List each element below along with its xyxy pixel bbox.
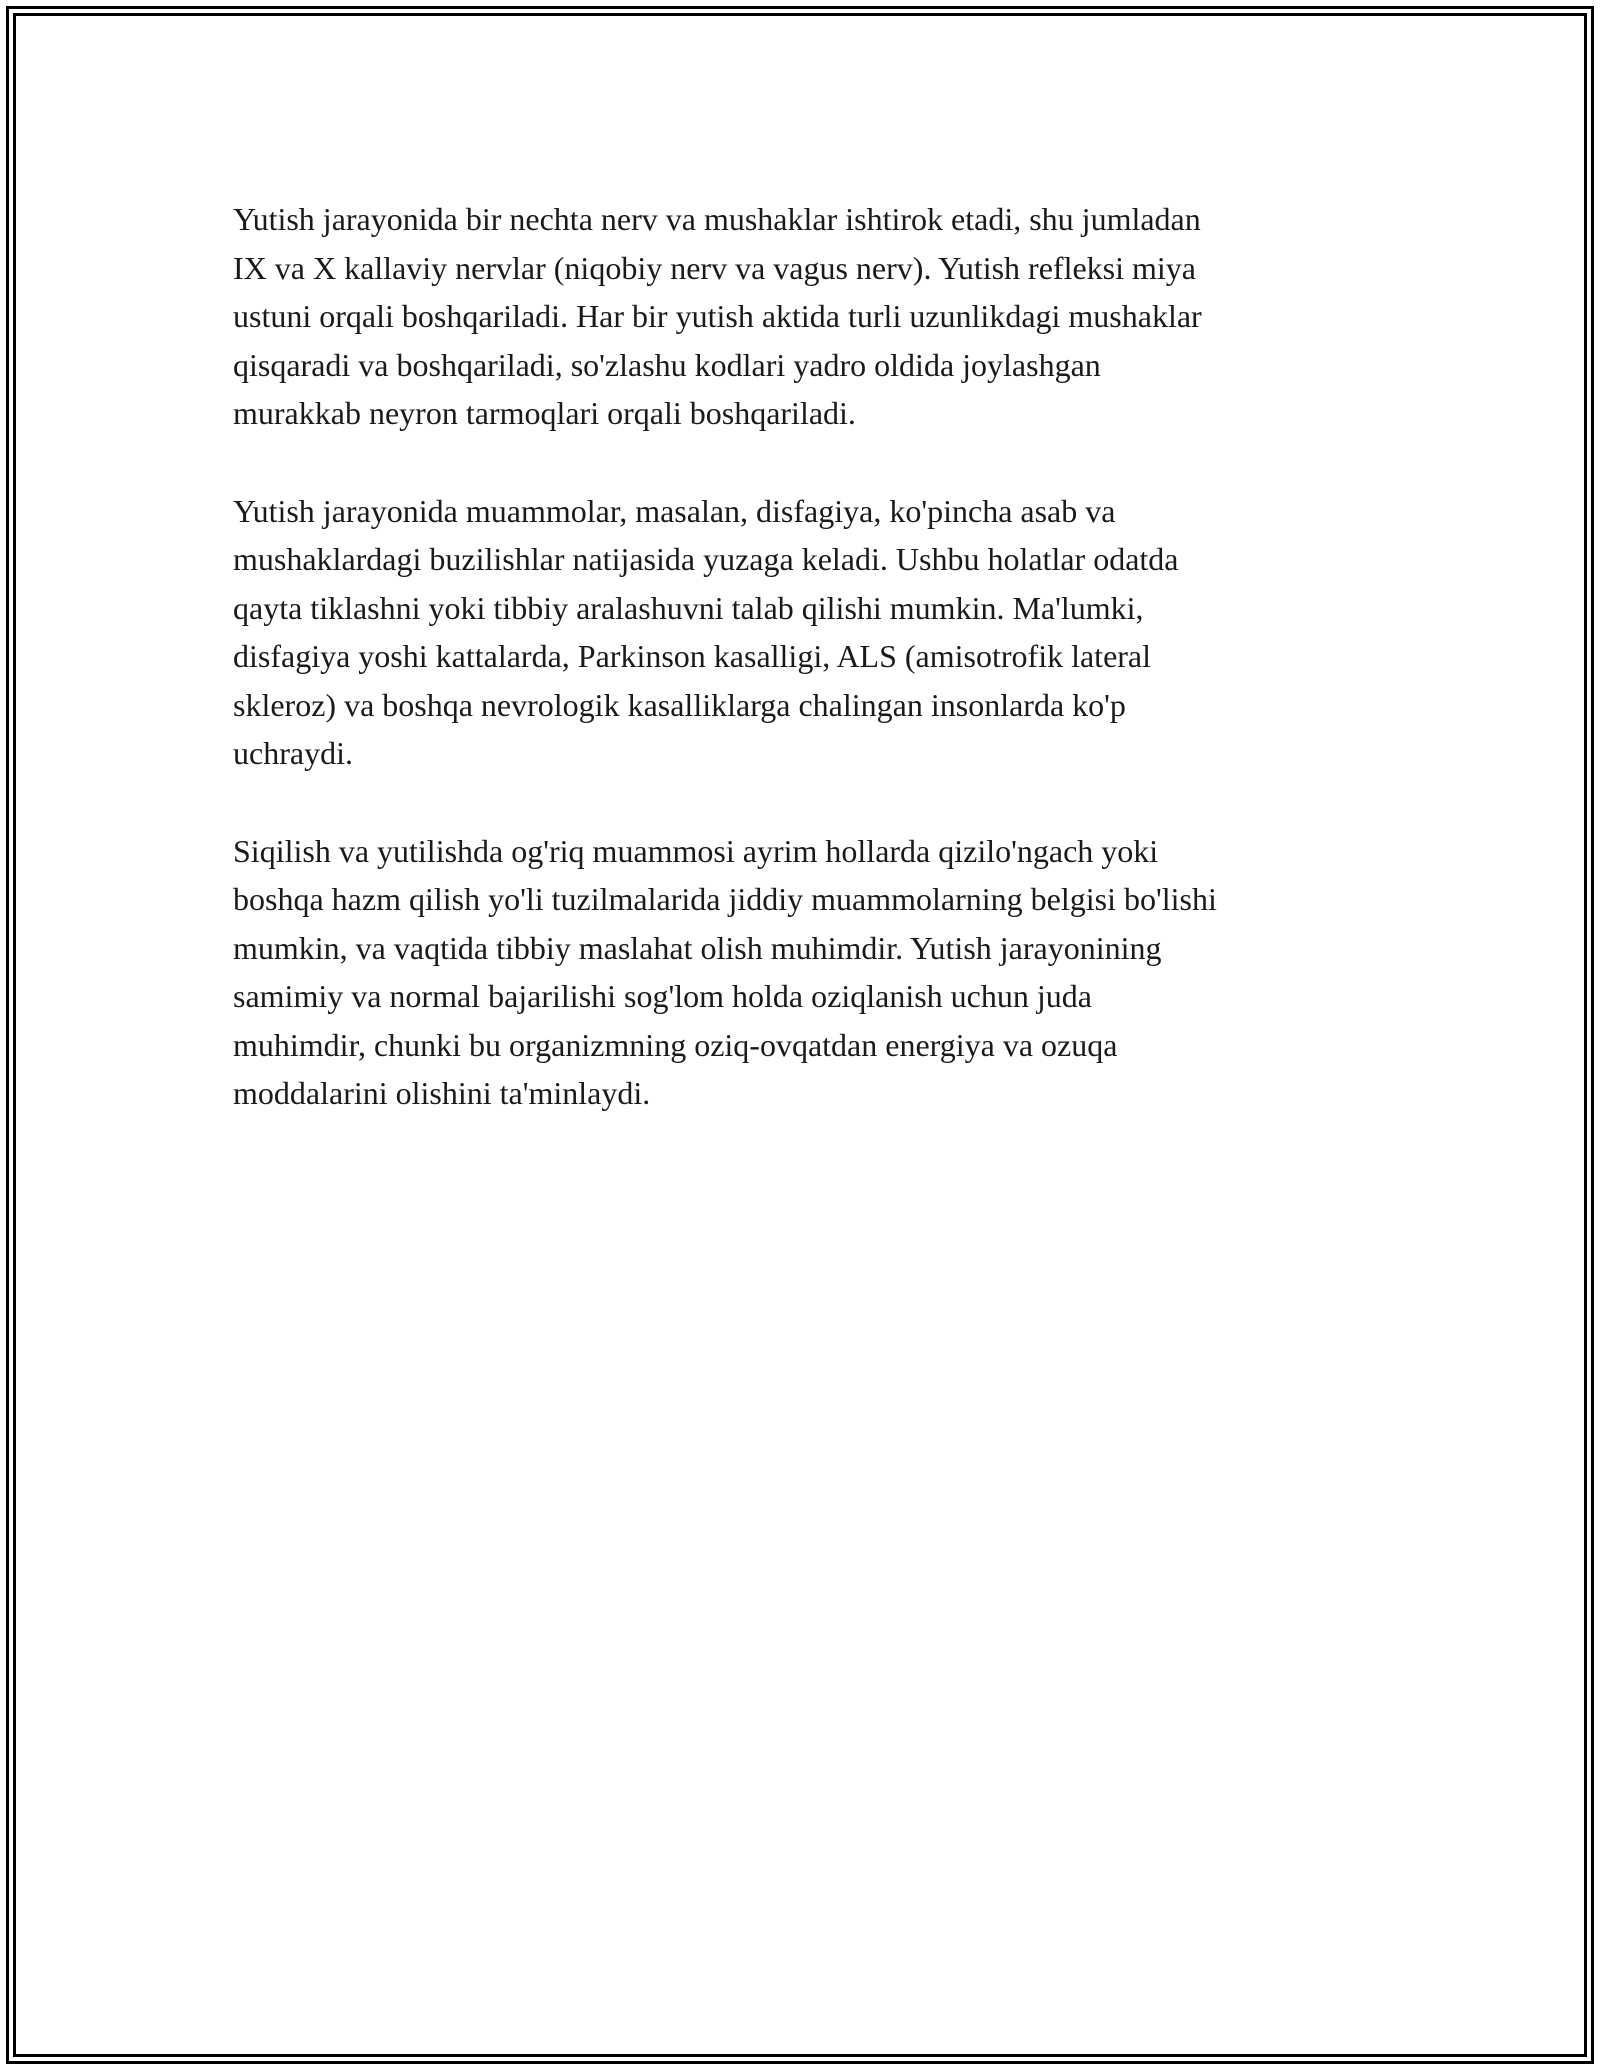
text-line: samimiy va normal bajarilishi sog'lom holda oziqlanish uchun juda <box>233 978 1092 1014</box>
text-line: qayta tiklashni yoki tibbiy aralashuvni talab qilishi mumkin. Ma'lumki, <box>233 589 1144 626</box>
text-line: skleroz) va boshqa nevrologik kasalliklarga chalingan insonlarda ko'p <box>233 686 1126 723</box>
text-line: boshqa hazm qilish yo'li tuzilmalarida jiddiy muammolarning belgisi bo'lishi <box>233 881 1217 917</box>
paragraph-2 <box>233 487 1413 778</box>
paragraph-1 <box>233 195 1413 438</box>
text-line: Siqilish va yutilishda og'riq muammosi ayrim hollarda qizilo'ngach yoki <box>233 832 1159 869</box>
text-line: disfagiya yoshi kattalarda, Parkinson kasalligi, ALS (amisotrofik lateral <box>233 638 1152 674</box>
text-line: muhimdir, chunki bu organizmning oziq-ovqatdan energiya va ozuqa <box>233 1026 1118 1063</box>
document-page <box>6 6 1594 2064</box>
text-line: Yutish jarayonida muammolar, masalan, disfagiya, ko'pincha asab va <box>233 492 1116 529</box>
text-line: mushaklardagi buzilishlar natijasida yuzaga keladi. Ushbu holatlar odatda <box>233 541 1179 577</box>
document-body <box>233 195 1413 1167</box>
text-line: IX va X kallaviy nervlar (niqobiy nerv va vagus nerv). Yutish refleksi miya <box>233 249 1196 286</box>
text-line: murakkab neyron tarmoqlari orqali boshqariladi. <box>233 395 856 431</box>
text-line: mumkin, va vaqtida tibbiy maslahat olish muhimdir. Yutish jarayonining <box>233 929 1162 966</box>
text-line: ustuni orqali boshqariladi. Har bir yutish aktida turli uzunlikdagi mushaklar <box>233 298 1202 334</box>
text-line: Yutish jarayonida bir nechta nerv va mushaklar ishtirok etadi, shu jumladan <box>233 201 1201 237</box>
text-line: moddalarini olishini ta'minlaydi. <box>233 1075 651 1111</box>
paragraph-3 <box>233 827 1413 1118</box>
text-line: qisqaradi va boshqariladi, so'zlashu kodlari yadro oldida joylashgan <box>233 346 1101 383</box>
text-line: uchraydi. <box>233 735 353 771</box>
